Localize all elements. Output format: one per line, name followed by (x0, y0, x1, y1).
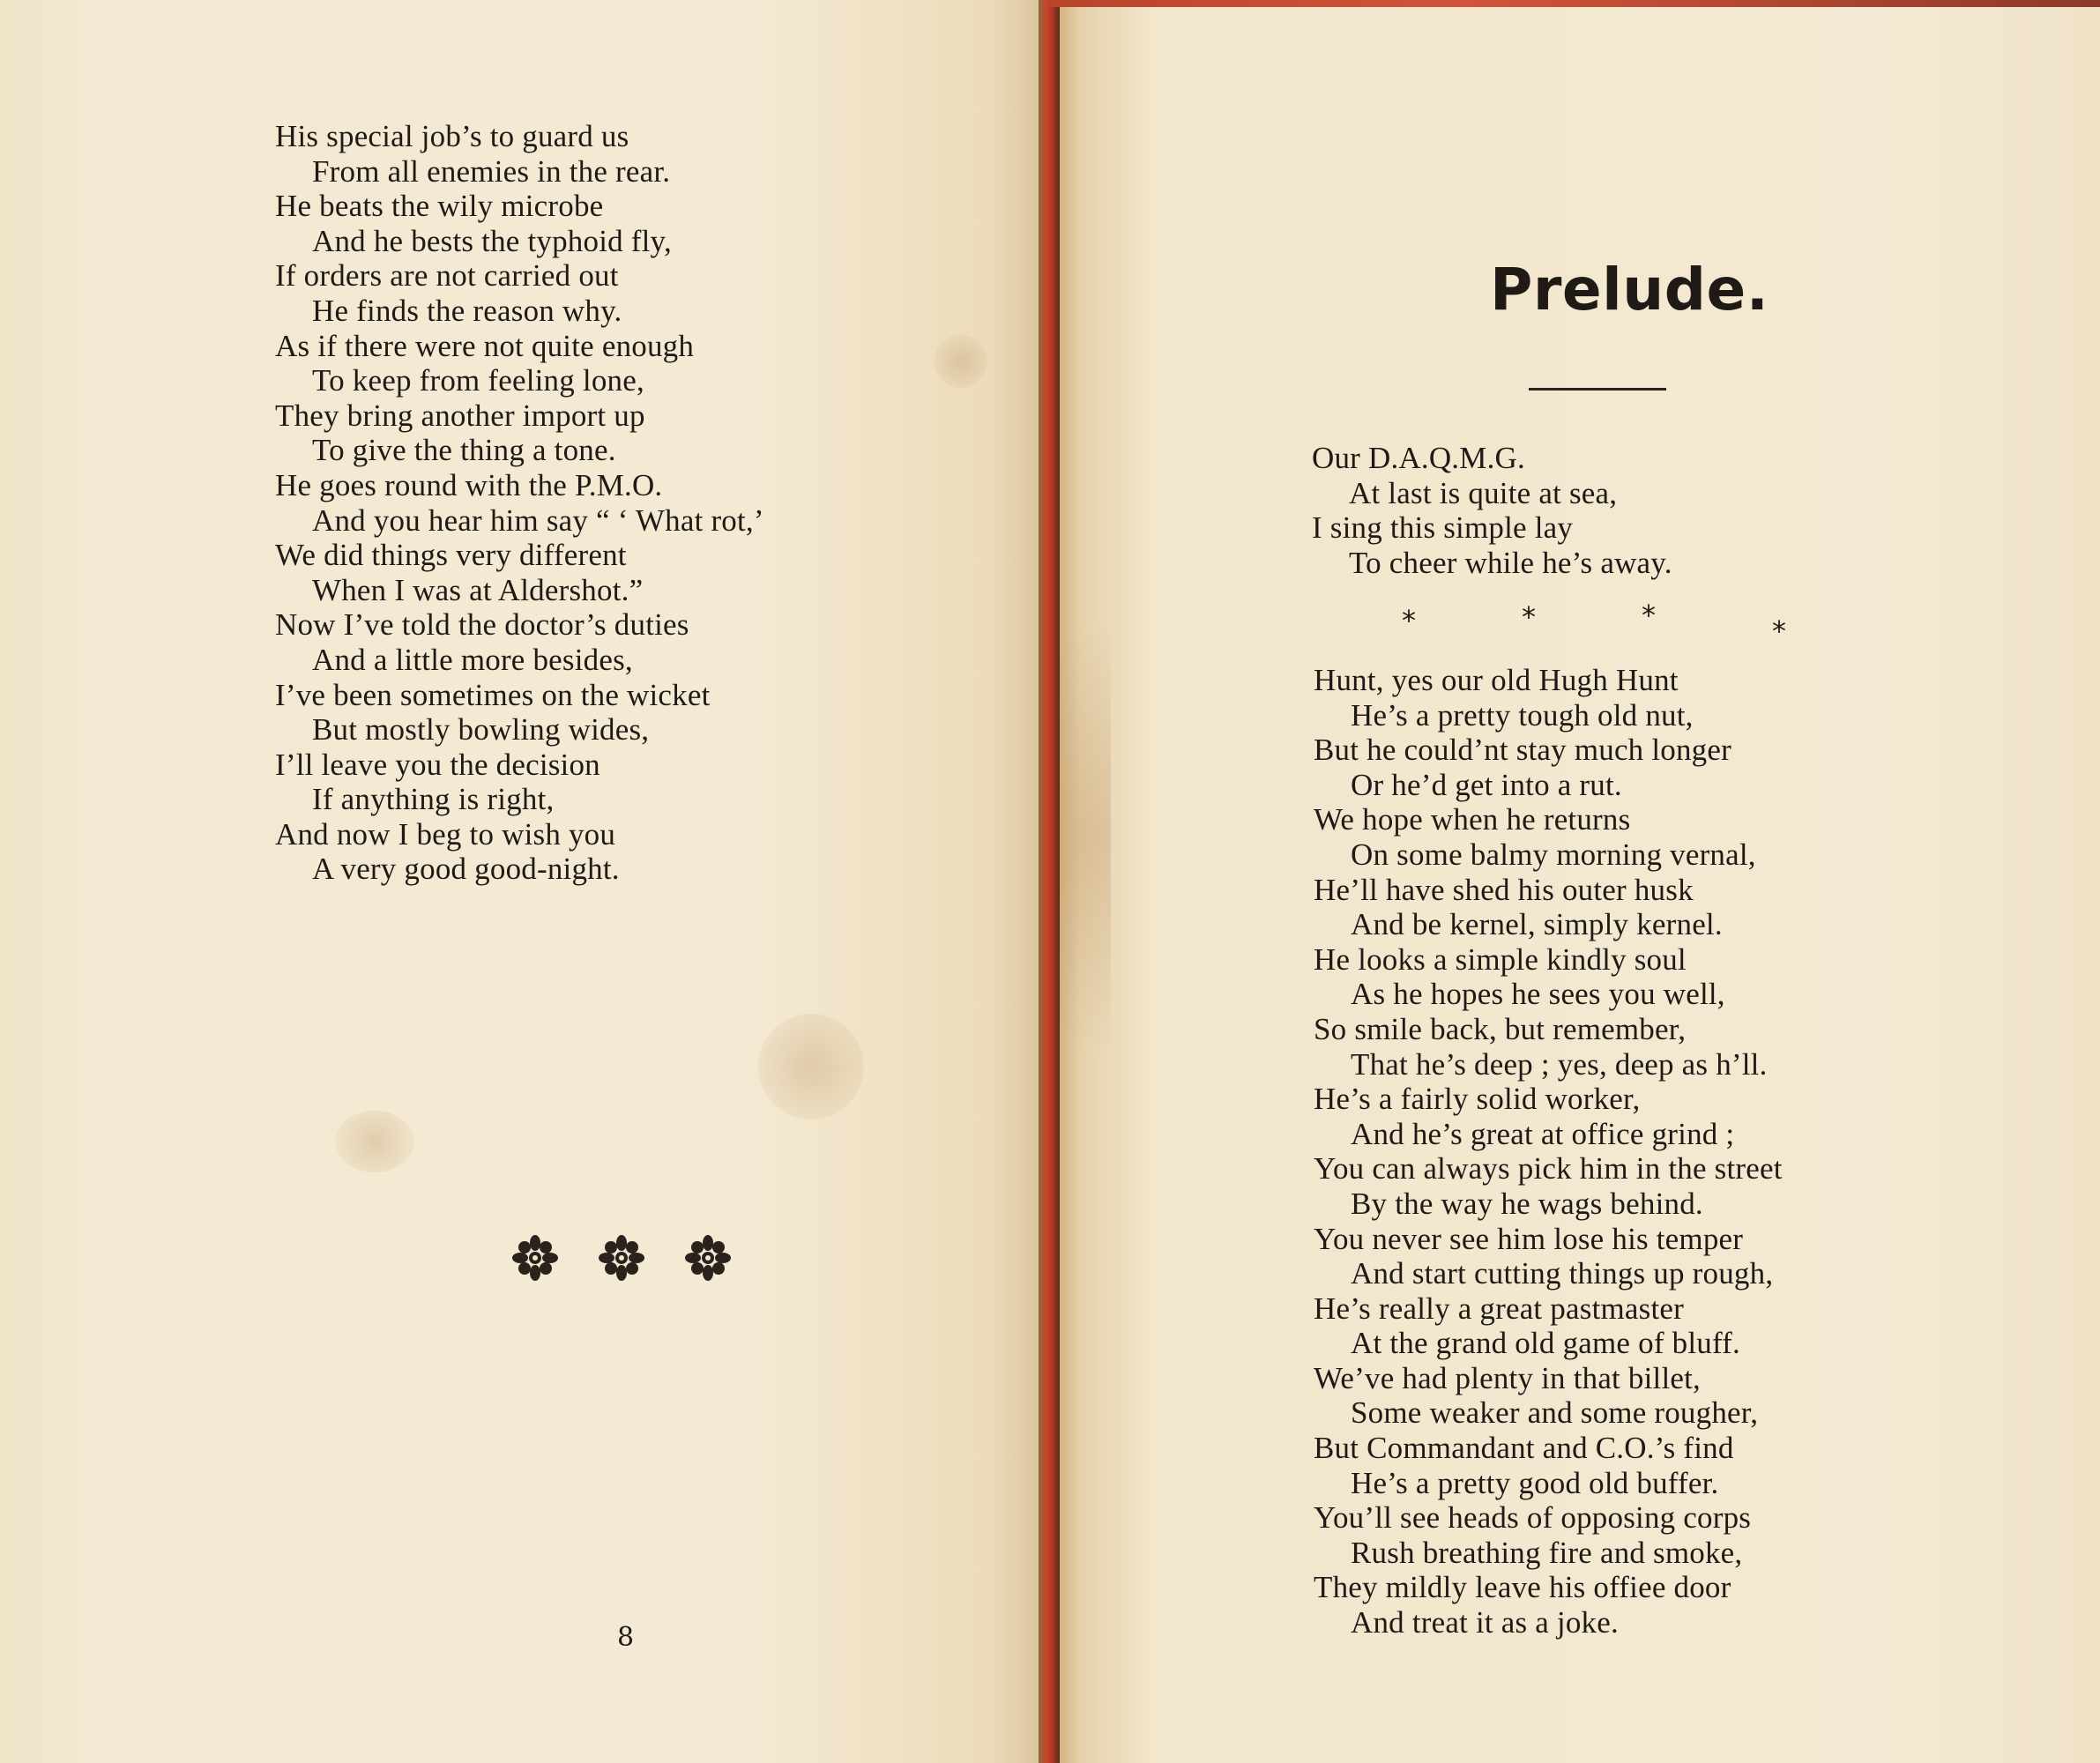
verse-line: He’s a fairly solid worker, (1314, 1082, 1641, 1117)
verse-line: If orders are not carried out (275, 258, 619, 294)
verse-line: But mostly bowling wides, (312, 712, 650, 748)
verse-line: As he hopes he sees you well, (1351, 977, 1725, 1012)
verse-line: Or he’d get into a rut. (1351, 767, 1622, 802)
verse-line: By the way he wags behind. (1351, 1186, 1703, 1221)
verse-line: Some weaker and some rougher, (1351, 1395, 1759, 1431)
verse-line: But he could’nt stay much longer (1314, 733, 1731, 768)
paper-stain (935, 335, 987, 388)
verse-line: He goes round with the P.M.O. (275, 467, 663, 502)
verse-line: I’ve been sometimes on the wicket (275, 677, 711, 712)
paper-stain (1058, 617, 1111, 1058)
verse-line: A very good good-night. (312, 852, 620, 887)
verse-line: And now I beg to wish you (275, 816, 616, 852)
verse-line: Now I’ve told the doctor’s duties (275, 607, 689, 643)
asterisk-mark: * (1522, 600, 1536, 634)
main-stanza (1314, 663, 1783, 1640)
verse-line: From all enemies in the rear. (312, 153, 671, 189)
verse-line: If anything is right, (312, 782, 555, 817)
asterisk-mark: * (1772, 614, 1786, 648)
page-number: 8 (617, 1622, 635, 1653)
verse-line: So smile back, but remember, (1314, 1011, 1687, 1046)
verse-line: But Commandant and C.O.’s find (1314, 1431, 1734, 1466)
asterisk-separator (1402, 599, 1807, 657)
verse-line: When I was at Aldershot.” (312, 572, 644, 607)
verse-line: They bring another import up (275, 398, 645, 433)
verse-line: They mildly leave his offiee door (1314, 1570, 1731, 1605)
verse-line: And he bests the typhoid fly, (312, 223, 672, 258)
verse-line: He’s a pretty tough old nut, (1351, 697, 1694, 733)
verse-line: We did things very different (275, 538, 627, 573)
verse-line: He looks a simple kindly soul (1314, 941, 1687, 977)
verse-line: He’ll have shed his outer husk (1314, 872, 1694, 907)
verse-line: And you hear him say “ ‘ What rot,’ (312, 502, 764, 538)
verse-line: He’s really a great pastmaster (1314, 1291, 1684, 1326)
verse-line: I’ll leave you the decision (275, 747, 600, 782)
asterisk-mark: * (1402, 604, 1416, 637)
verse-line: To give the thing a tone. (312, 433, 616, 468)
verse-line: He beats the wily microbe (275, 189, 604, 224)
verse-line: You never see him lose his temper (1314, 1221, 1744, 1256)
paper-stain (335, 1111, 414, 1172)
verse-line: I sing this simple lay (1312, 510, 1574, 546)
verse-line: Rush breathing fire and smoke, (1351, 1535, 1743, 1570)
verse-line: And be kernel, simply kernel. (1351, 907, 1723, 942)
verse-line: We hope when he returns (1314, 802, 1631, 837)
verse-line: To keep from feeling lone, (312, 363, 644, 398)
verse-line: He finds the reason why. (312, 293, 622, 328)
rosette-icon (684, 1234, 732, 1282)
verse-line: And a little more besides, (312, 642, 633, 677)
verse-line: We’ve had plenty in that billet, (1314, 1360, 1702, 1395)
rosette-icon (511, 1234, 559, 1282)
verse-line: That he’s deep ; yes, deep as h’ll. (1351, 1046, 1768, 1082)
verse-line: And he’s great at office grind ; (1351, 1116, 1735, 1151)
verse-line: Hunt, yes our old Hugh Hunt (1314, 663, 1679, 697)
book-spine (1039, 0, 1060, 1763)
verse-line: On some balmy morning vernal, (1351, 837, 1756, 872)
asterisk-mark: * (1642, 599, 1656, 632)
flower-ornament-row (511, 1234, 741, 1287)
verse-line: At last is quite at sea, (1349, 475, 1618, 510)
verse-line: And treat it as a joke. (1351, 1605, 1619, 1640)
paper-stain (758, 1014, 864, 1120)
cover-edge (1049, 0, 2100, 7)
verse-line: To cheer while he’s away. (1349, 545, 1672, 580)
verse-line: You’ll see heads of opposing corps (1314, 1500, 1752, 1536)
verse-line: At the grand old game of bluff. (1351, 1326, 1740, 1361)
page-title: Prelude. (1490, 256, 1769, 324)
verse-line: You can always pick him in the street (1314, 1151, 1783, 1186)
rosette-icon (598, 1234, 645, 1282)
verse-line: Our D.A.Q.M.G. (1312, 441, 1525, 475)
intro-stanza (1312, 441, 1672, 580)
verse-line: He’s a pretty good old buffer. (1351, 1465, 1719, 1500)
verse-line: His special job’s to guard us (275, 119, 629, 153)
verse-line: And start cutting things up rough, (1351, 1256, 1774, 1291)
left-poem-verse (275, 119, 764, 887)
title-rule (1529, 388, 1666, 391)
verse-line: As if there were not quite enough (275, 328, 695, 363)
left-page (0, 0, 1049, 1763)
